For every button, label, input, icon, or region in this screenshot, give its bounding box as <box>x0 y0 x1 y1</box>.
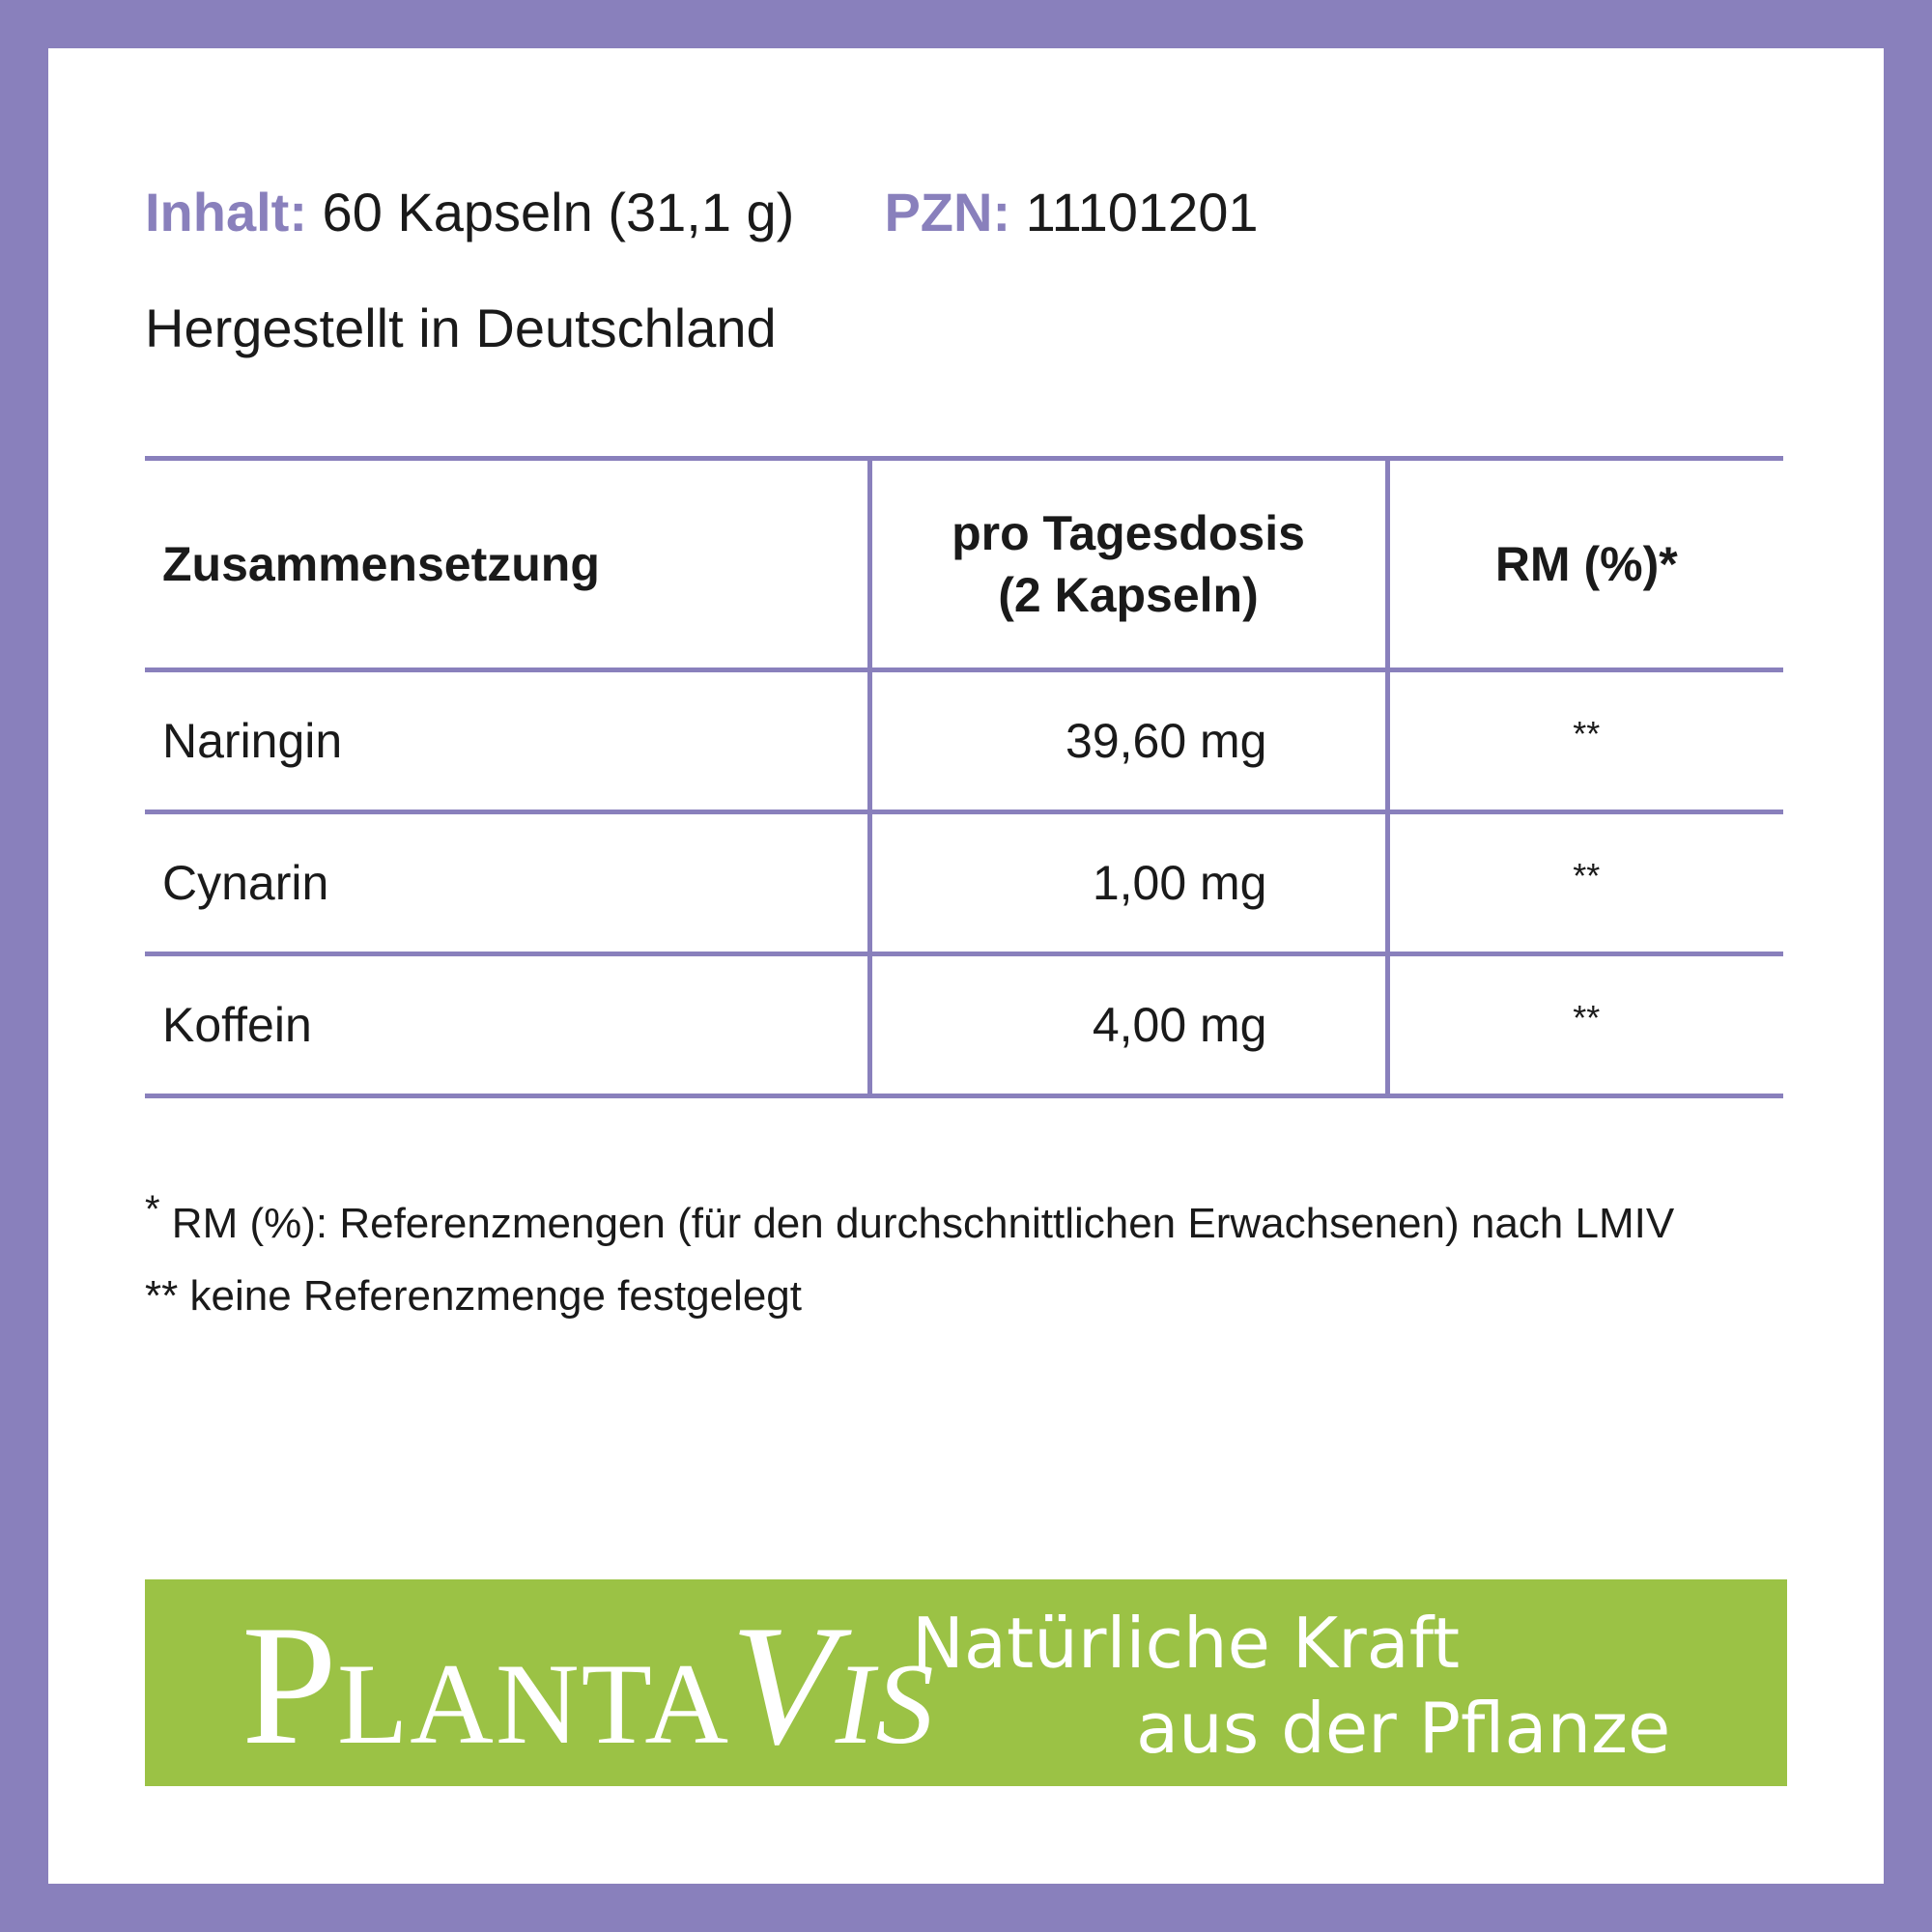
table-row <box>145 954 1783 1096</box>
pzn-value: 11101201 <box>1025 182 1259 242</box>
ingredient-rm: ** <box>1573 856 1601 895</box>
ingredient-dose: 4,00 mg <box>869 954 1387 1096</box>
footnote-no-reference: ** keine Referenzmenge festgelegt <box>145 1272 802 1320</box>
header-rm: RM (%)* <box>1387 459 1783 670</box>
footnote-rm <box>145 1180 1674 1253</box>
tagline-line2: aus der Pflanze <box>1136 1688 1671 1769</box>
origin-text: Hergestellt in Deutschland <box>145 298 777 358</box>
header-daily-dose <box>869 459 1387 670</box>
brand-tagline <box>912 1601 1671 1771</box>
pzn-label: PZN: <box>884 182 1011 242</box>
ingredient-rm: ** <box>1573 998 1601 1037</box>
product-info-card <box>48 48 1884 1884</box>
table-row <box>145 670 1783 812</box>
tagline-line1: Natürliche Kraft <box>912 1603 1461 1684</box>
ingredient-rm: ** <box>1573 714 1601 753</box>
content-label: Inhalt: <box>145 182 307 242</box>
header-dose-line1: pro Tagesdosis <box>952 506 1305 560</box>
ingredient-name: Cynarin <box>145 812 869 954</box>
content-value: 60 Kapseln (31,1 g) <box>322 182 795 242</box>
header-dose-line2: (2 Kapseln) <box>998 568 1259 622</box>
ingredient-name: Naringin <box>145 670 869 812</box>
plantavis-logo: PLANTAVIS <box>242 1589 936 1780</box>
composition-table <box>145 456 1783 1098</box>
footnote-marker: * <box>145 1188 160 1231</box>
ingredient-name: Koffein <box>145 954 869 1096</box>
header-composition: Zusammensetzung <box>145 459 869 670</box>
table-header-row <box>145 459 1783 670</box>
ingredient-dose: 39,60 mg <box>869 670 1387 812</box>
footnote-rm-text: RM (%): Referenzmengen (für den durchschnittlichen Erwachsenen) nach LMIV <box>159 1200 1675 1247</box>
content-info-line <box>145 180 1259 245</box>
brand-banner <box>145 1579 1787 1786</box>
ingredient-dose: 1,00 mg <box>869 812 1387 954</box>
table-row <box>145 812 1783 954</box>
